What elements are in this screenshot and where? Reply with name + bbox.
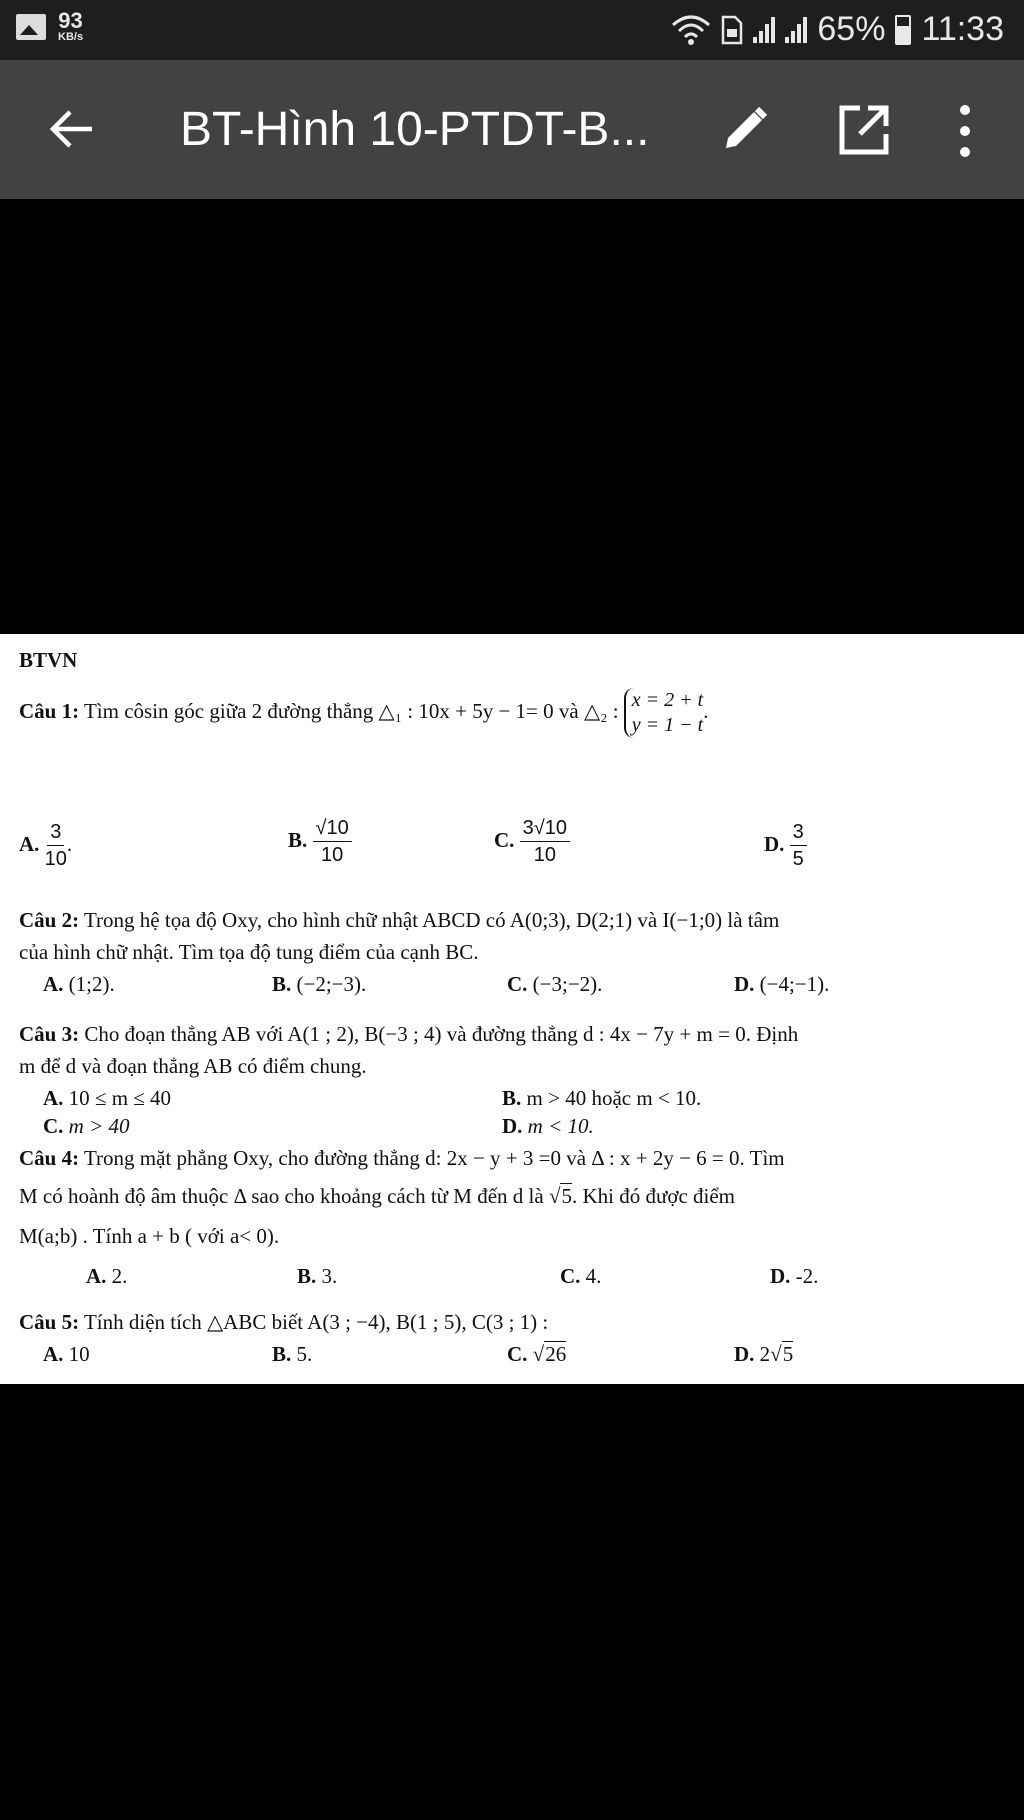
q5-d-coef: 2	[759, 1342, 771, 1366]
network-speed-value: 93	[58, 8, 83, 33]
battery-percent: 65%	[817, 10, 886, 48]
q1-d-denominator: 5	[792, 848, 804, 870]
q1-delta2: △₂ :	[583, 698, 619, 723]
q3-a-label: A.	[43, 1086, 64, 1110]
q4-a-text: 2.	[111, 1264, 128, 1288]
q5-option-d	[734, 1342, 793, 1367]
q2-c-text: (−3;−2).	[532, 972, 603, 996]
image-notification-icon	[16, 14, 46, 40]
q3-c-label: C.	[43, 1114, 64, 1138]
q2-d-label: D.	[734, 972, 755, 996]
q2-b-text: (−2;−3).	[296, 972, 367, 996]
q2-option-a	[43, 972, 115, 997]
q2-option-c	[507, 972, 602, 997]
q4-option-d	[770, 1264, 818, 1289]
q2-b-label: B.	[272, 972, 292, 996]
q5-option-b	[272, 1342, 312, 1367]
q5-text: Tính diện tích △ABC biết A(3 ; −4), B(1 ; 5), C(3 ; 1) :	[83, 1310, 549, 1334]
q4-sqrt: √5	[548, 1184, 572, 1208]
q1-option-a-label: A.	[19, 831, 40, 856]
q4-d-text: -2.	[795, 1264, 819, 1288]
q5-c-label: C.	[507, 1342, 528, 1366]
q5-d-sqrt: √5	[770, 1342, 794, 1366]
document-page	[0, 634, 1024, 1384]
question-4-line-3: M(a;b) . Tính a + b ( với a< 0).	[19, 1224, 280, 1248]
q2-label: Câu 2:	[19, 908, 80, 932]
q5-d-radicand: 5	[782, 1342, 794, 1366]
q2-option-d	[734, 972, 829, 997]
q2-a-label: A.	[43, 972, 64, 996]
wifi-icon	[671, 13, 711, 47]
q1-b-denominator: 10	[321, 844, 344, 866]
q5-a-label: A.	[43, 1342, 64, 1366]
q1-option-c-label: C.	[494, 827, 515, 852]
status-left	[16, 10, 83, 43]
q5-c-sqrt: √26	[532, 1342, 567, 1366]
q4-line-2-tail: . Khi đó được điểm	[571, 1184, 736, 1208]
q5-option-c	[507, 1342, 566, 1367]
q4-b-label: B.	[297, 1264, 317, 1288]
q2-option-b	[272, 972, 366, 997]
q1-c-numerator: 3√10	[520, 818, 570, 842]
q1-tail: .	[703, 698, 709, 723]
q1-option-c-fraction	[520, 818, 570, 866]
q1-and: và	[558, 698, 579, 723]
question-2-line-1	[19, 908, 779, 933]
q5-a-text: 10	[68, 1342, 90, 1366]
q5-b-label: B.	[272, 1342, 292, 1366]
q4-line-1-text: Trong mặt phẳng Oxy, cho đường thẳng d: 2x − y + 3 =0 và Δ : x + 2y − 6 = 0. Tìm	[83, 1146, 785, 1170]
network-speed-unit: KB/s	[58, 31, 84, 43]
network-speed	[58, 10, 83, 43]
q4-d-label: D.	[770, 1264, 791, 1288]
q1-label: Câu 1:	[19, 698, 80, 723]
q1-a-denominator: 10	[44, 848, 67, 870]
q4-line-2-text: M có hoành độ âm thuộc Δ sao cho khoảng cách từ M đến d là	[19, 1184, 544, 1208]
status-bar	[0, 0, 1024, 60]
q1-a-numerator: 3	[47, 822, 64, 846]
q3-d-text: m < 10.	[527, 1114, 594, 1138]
q4-a-label: A.	[86, 1264, 107, 1288]
question-4-line-1	[19, 1146, 785, 1171]
question-3-line-1	[19, 1022, 798, 1047]
q4-label: Câu 4:	[19, 1146, 80, 1170]
q1-d-numerator: 3	[790, 822, 807, 846]
q2-a-text: (1;2).	[68, 972, 115, 996]
pencil-icon[interactable]	[720, 104, 770, 154]
q4-option-b	[297, 1264, 337, 1289]
more-vert-icon[interactable]	[955, 104, 975, 158]
q3-option-c	[43, 1114, 130, 1139]
q5-option-a	[43, 1342, 90, 1367]
question-5	[19, 1310, 548, 1335]
q1-system	[624, 688, 703, 738]
status-right	[671, 10, 1004, 49]
q3-option-d	[502, 1114, 594, 1139]
clock: 11:33	[921, 10, 1004, 48]
q1-option-b-fraction	[313, 818, 352, 866]
q5-b-text: 5.	[296, 1342, 313, 1366]
q3-c-text: m > 40	[68, 1114, 130, 1138]
q1-system-eq2: y = 1 − t	[631, 714, 704, 736]
heading-text: BTVN	[19, 648, 78, 672]
q2-d-text: (−4;−1).	[759, 972, 830, 996]
q5-c-radicand: 26	[545, 1342, 567, 1366]
q3-option-a	[43, 1086, 171, 1111]
signal-2-icon	[785, 17, 807, 43]
q1-option-a	[19, 822, 72, 870]
question-1	[19, 688, 708, 738]
q4-c-label: C.	[560, 1264, 581, 1288]
q3-b-text: m > 40 hoặc m < 10.	[526, 1086, 702, 1110]
q3-line-1-text: Cho đoạn thẳng AB với A(1 ; 2), B(−3 ; 4) và đường thẳng d : 4x − 7y + m = 0. Định	[84, 1022, 799, 1046]
q2-line-1-text: Trong hệ tọa độ Oxy, cho hình chữ nhật ABCD có A(0;3), D(2;1) và I(−1;0) là tâm	[83, 908, 780, 932]
q4-sqrt-radicand: 5	[561, 1184, 572, 1208]
document-title: BT-Hình 10-PTDT-B...	[180, 103, 650, 156]
q1-system-eq1: x = 2 + t	[631, 689, 704, 711]
q3-d-label: D.	[502, 1114, 523, 1138]
q3-option-b	[502, 1086, 701, 1111]
question-3-line-2: m để d và đoạn thẳng AB có điểm chung.	[19, 1054, 367, 1078]
arrow-left-icon[interactable]	[48, 106, 94, 152]
q5-d-label: D.	[734, 1342, 755, 1366]
q4-option-c	[560, 1264, 601, 1289]
battery-icon	[895, 15, 911, 45]
q1-option-d-label: D.	[764, 831, 785, 856]
q1-text: Tìm côsin góc giữa 2 đường thẳng	[83, 698, 374, 723]
q1-c-denominator: 10	[533, 844, 556, 866]
q3-label: Câu 3:	[19, 1022, 80, 1046]
q1-option-d	[764, 822, 807, 870]
q1-b-numerator: √10	[313, 818, 352, 842]
q4-b-text: 3.	[321, 1264, 338, 1288]
q1-option-b-label: B.	[288, 827, 308, 852]
q5-label: Câu 5:	[19, 1310, 80, 1334]
q2-c-label: C.	[507, 972, 528, 996]
q1-option-a-fraction	[45, 822, 67, 870]
question-4-line-2	[19, 1184, 735, 1209]
document-heading	[19, 648, 77, 673]
question-2-line-2: của hình chữ nhật. Tìm tọa độ tung điểm của cạnh BC.	[19, 940, 479, 964]
q4-c-text: 4.	[585, 1264, 602, 1288]
app-bar	[0, 60, 1024, 199]
q1-option-b	[288, 818, 352, 866]
signal-1-icon	[753, 17, 775, 43]
q1-option-d-fraction	[790, 822, 807, 870]
q1-a-tail: .	[66, 831, 73, 856]
q4-option-a	[86, 1264, 127, 1289]
q3-a-text: 10 ≤ m ≤ 40	[68, 1086, 172, 1110]
q1-delta1: △₁ : 10x + 5y − 1= 0	[378, 698, 554, 723]
q3-b-label: B.	[502, 1086, 522, 1110]
open-in-new-icon[interactable]	[838, 104, 890, 156]
sim-icon	[721, 15, 743, 45]
q1-option-c	[494, 818, 570, 866]
